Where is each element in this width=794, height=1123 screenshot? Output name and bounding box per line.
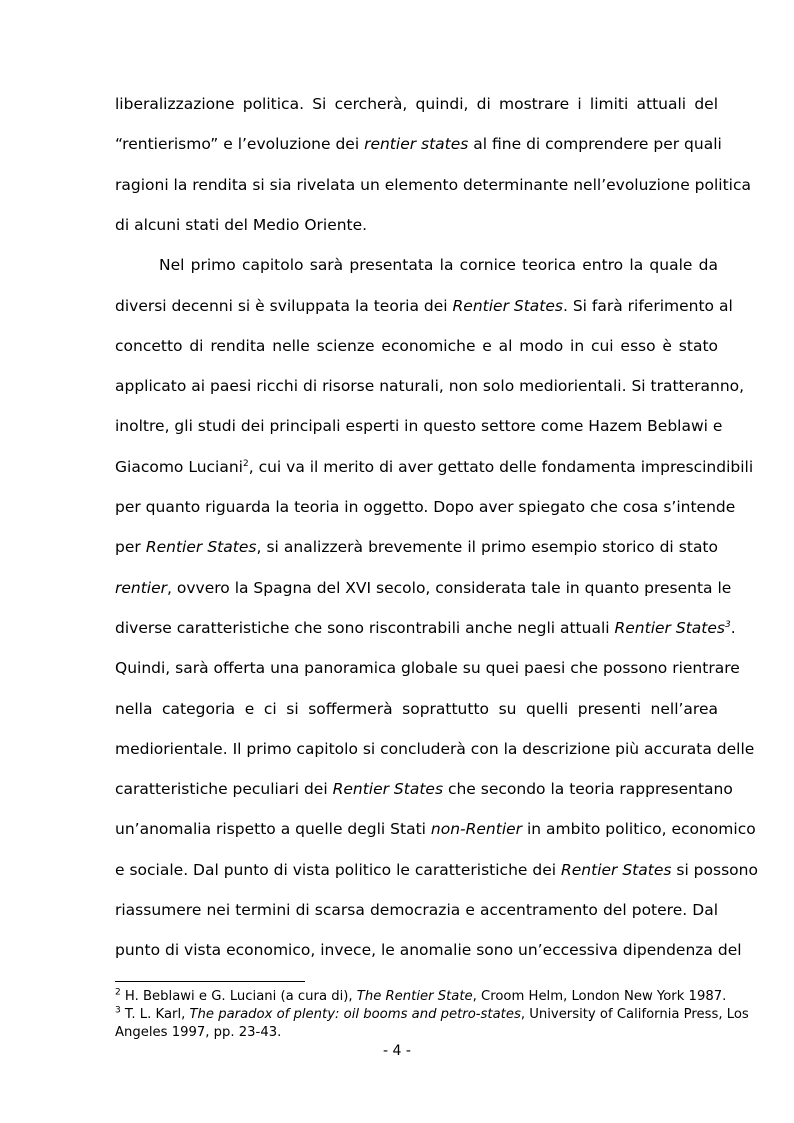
body-line: [115, 818, 756, 840]
text-run: si possono: [671, 860, 758, 879]
text-run: “rentierismo” e l’evoluzione dei: [115, 135, 365, 154]
text-run: riassumere nei termini di scarsa democrazia e accentramento del potere. Dal: [115, 901, 718, 919]
italic-text: non-Rentier: [430, 820, 523, 839]
italic-text: rentier states: [364, 135, 469, 154]
italic-text: rentier: [115, 578, 168, 597]
text-run: per quanto riguarda la teoria in oggetto. Dopo aver spiegato che cosa s’intende: [115, 498, 736, 516]
text-run: liberalizzazione politica. Si cercherà, quindi, di mostrare i limiti attuali del: [115, 95, 718, 113]
body-line: [115, 375, 745, 397]
body-line: [115, 939, 742, 961]
italic-text: The paradox of plenty: oil booms and petro-states: [189, 1007, 521, 1022]
text-run: , Croom Helm, London New York 1987.: [472, 989, 727, 1004]
body-line: [115, 617, 736, 639]
body-line: [115, 778, 733, 800]
text-run: Nel primo capitolo sarà presentata la cornice teorica entro la quale da: [159, 256, 718, 275]
footnote-ref: 2: [242, 458, 249, 469]
body-line: [115, 456, 754, 478]
text-run: , si analizzerà brevemente il primo esempio storico di stato: [256, 538, 718, 557]
text-run: diverse caratteristiche che sono riscontrabili anche negli attuali: [115, 618, 615, 637]
body-line: [159, 254, 718, 276]
text-run: concetto di rendita nelle scienze economiche e al modo in cui esso è stato: [115, 336, 718, 355]
text-run: diversi decenni si è sviluppata la teoria dei: [115, 296, 453, 315]
text-run: di alcuni stati del Medio Oriente.: [115, 215, 368, 234]
text-run: , cui va il merito di aver gettato delle fondamenta imprescindibili: [248, 457, 754, 476]
footnote-ref: 3: [724, 619, 731, 630]
text-run: caratteristiche peculiari dei: [115, 780, 333, 799]
text-run: nella categoria e ci si soffermerà soprattutto su quelli presenti nell’area: [115, 699, 718, 718]
text-run: ragioni la rendita si sia rivelata un elemento determinante nell’evoluzione politica: [115, 175, 751, 194]
body-line: [115, 738, 755, 760]
text-run: Quindi, sarà offerta una panoramica globale su quei paesi che possono rientrare: [115, 659, 740, 678]
body-line: [115, 295, 733, 317]
body-line: [115, 415, 723, 437]
body-line: [115, 214, 718, 236]
body-line: [115, 899, 718, 921]
footnote-ref: 3: [115, 1005, 121, 1016]
text-run: Angeles 1997, pp. 23-43.: [115, 1025, 282, 1040]
footnote-separator: [115, 981, 305, 982]
body-line: [115, 496, 736, 518]
italic-text: Rentier States: [452, 296, 563, 315]
text-run: T. L. Karl,: [120, 1007, 190, 1022]
text-run: , University of California Press, Los: [520, 1007, 749, 1022]
italic-text: Rentier States: [332, 780, 444, 799]
text-run: e sociale. Dal punto di vista politico le caratteristiche dei: [115, 860, 561, 879]
text-run: un’anomalia rispetto a quelle degli Stati: [115, 820, 431, 839]
body-line: [115, 859, 758, 881]
body-line: [115, 93, 718, 115]
footnote-line: [115, 1005, 749, 1023]
body-line: [115, 698, 718, 720]
page-number: - 4 -: [383, 1043, 411, 1059]
footnote-line: [115, 987, 727, 1005]
italic-text: The Rentier State: [356, 989, 473, 1004]
text-run: inoltre, gli studi dei principali esperti in questo settore come Hazem Beblawi e: [115, 417, 723, 436]
text-run: al fine di comprendere per quali: [468, 135, 722, 154]
italic-text: Rentier States: [614, 618, 725, 637]
body-line: [115, 657, 740, 679]
text-run: .: [730, 618, 736, 637]
text-run: H. Beblawi e G. Luciani (a cura di),: [120, 989, 357, 1004]
text-run: in ambito politico, economico: [522, 820, 756, 839]
text-run: per: [115, 538, 146, 557]
body-line: [115, 536, 718, 558]
text-run: , ovvero la Spagna del XVI secolo, considerata tale in quanto presenta le: [167, 578, 732, 597]
text-run: Giacomo Luciani: [115, 457, 243, 476]
body-line: [115, 133, 722, 155]
text-run: mediorientale. Il primo capitolo si concluderà con la descrizione più accurata delle: [115, 739, 755, 758]
italic-text: Rentier States: [145, 538, 257, 557]
page-body: [115, 0, 758, 1123]
text-run: che secondo la teoria rappresentano: [443, 780, 733, 799]
footnote-ref: 2: [115, 987, 121, 998]
body-line: [115, 577, 732, 599]
body-line: [115, 335, 718, 357]
text-run: . Si farà riferimento al: [562, 296, 733, 315]
footnote-line: [115, 1024, 718, 1041]
text-run: applicato ai paesi ricchi di risorse naturali, non solo mediorientali. Si tratteranno,: [115, 377, 745, 396]
body-line: [115, 174, 751, 196]
text-run: punto di vista economico, invece, le anomalie sono un’eccessiva dipendenza del: [115, 941, 742, 960]
italic-text: Rentier States: [560, 860, 672, 879]
